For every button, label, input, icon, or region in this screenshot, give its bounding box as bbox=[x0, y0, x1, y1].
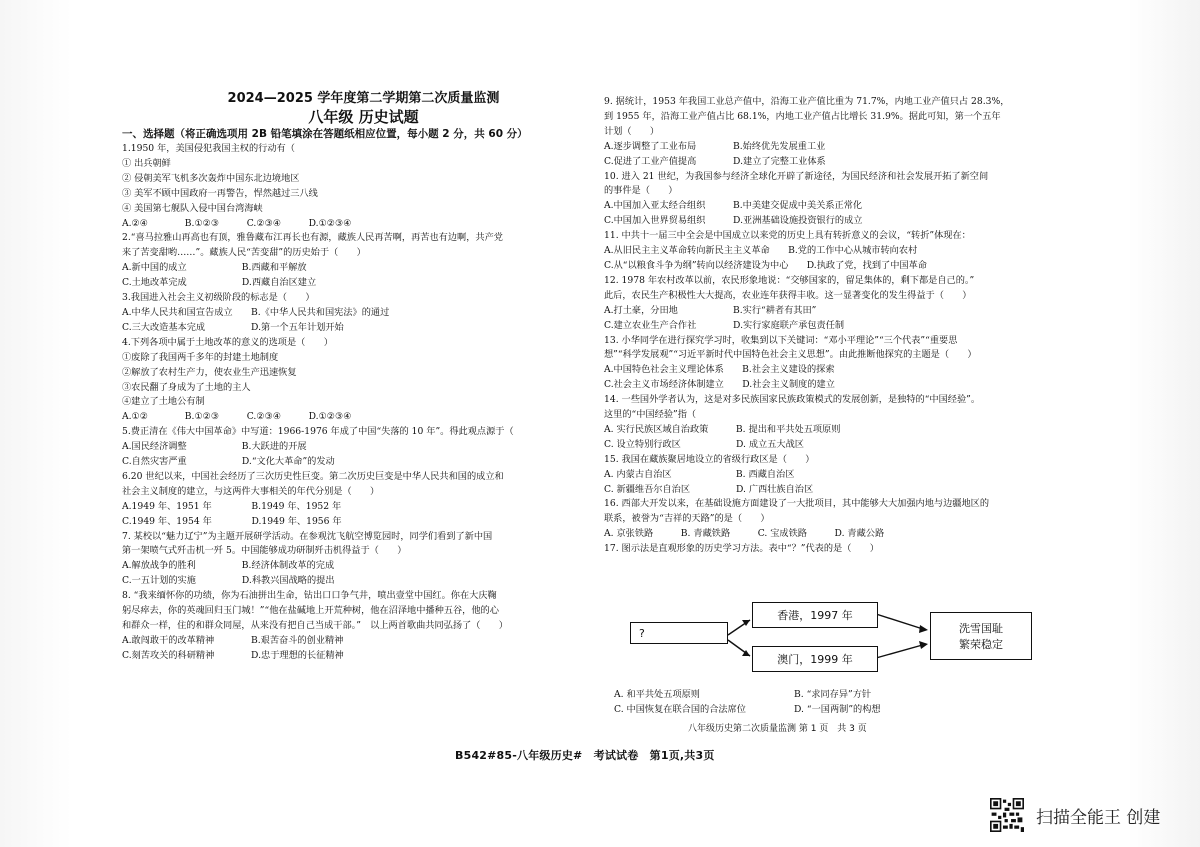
right-line: 14. 一些国外学者认为，这是对多民族国家民族政策模式的发展创新，是独特的“中国经验”。 bbox=[604, 394, 981, 406]
right-line: 17. 图示法是直观形象的历史学习方法。表中“？”代表的是（ ） bbox=[604, 543, 879, 555]
right-line: C.社会主义市场经济体制建立 D.社会主义制度的建立 bbox=[604, 379, 835, 391]
q17-diagram bbox=[628, 600, 1048, 680]
right-line: 想”“科学发展观”“习近平新时代中国特色社会主义思想”。由此推断他探究的主题是（ ） bbox=[604, 349, 977, 361]
left-line: 社会主义制度的建立，与这两件大事相关的年代分别是（ ） bbox=[122, 485, 380, 497]
q17-option-a: A. 和平共处五项原则 bbox=[614, 689, 700, 700]
right-line: 9. 据统计，1953 年我国工业总产值中，沿海工业产值比重为 71.7%，内地工业产值只占 28.3%， bbox=[604, 96, 1010, 107]
right-line: 这里的“中国经验”指（ bbox=[604, 409, 697, 421]
right-line: 到 1955 年，沿海工业产值占比 68.1%，内地工业产值占比增长 31.9%。据此可知，第一个五年 bbox=[604, 110, 1001, 122]
left-line: A.中华人民共和国宣告成立 B.《中华人民共和国宪法》的通过 bbox=[122, 306, 390, 318]
left-line: 来了苦变甜哟……”。藏族人民“苦变甜”的历史始于（ ） bbox=[122, 247, 366, 259]
right-line: 联系，被誉为“吉祥的天路”的是（ ） bbox=[604, 513, 770, 525]
result-line-1: 洗雪国耻 bbox=[959, 622, 1003, 635]
exam-title: 2024—2025 学年度第二学期第二次质量监测 bbox=[227, 91, 500, 106]
right-question-list bbox=[604, 95, 1039, 557]
right-line: 10. 进入 21 世纪，为我国参与经济全球化开辟了新途径，为国民经济和社会发展开拓了新空间 bbox=[604, 170, 989, 182]
right-line: 13. 小华同学在进行探究学习时，收集到以下关键词：“邓小平理论”“三个代表”“重要思 bbox=[604, 334, 958, 346]
q17-option-c: C. 中国恢复在联合国的合法席位 bbox=[614, 703, 746, 715]
left-line: 7. 某校以“魅力辽宁”为主题开展研学活动。在参观沈飞航空博览园时，同学们看到了新中国 bbox=[122, 530, 493, 542]
left-line: 第一架喷气式歼击机一歼 5。中国能够成功研制歼击机得益于（ ） bbox=[122, 545, 407, 557]
q17-option-d: D. “一国两制”的构想 bbox=[794, 703, 881, 715]
right-line: 的事件是（ ） bbox=[604, 185, 678, 197]
left-line: A.解放战争的胜利 B.经济体制改革的完成 bbox=[122, 560, 335, 572]
left-line: 和群众一样，住的和群众同屋，从来没有把自己当成干部。” 以上两首歌曲共同弘扬了（ ） bbox=[122, 620, 508, 631]
left-line: A.①② B.①②③ C.②③④ D.①②③④ bbox=[122, 411, 352, 423]
left-line: ③农民翻了身成为了土地的主人 bbox=[122, 381, 251, 393]
right-line: C.建立农业生产合作社 D.实行家庭联产承包责任制 bbox=[604, 319, 845, 331]
right-line: A.逐步调整了工业布局 B.始终优先发展重工业 bbox=[604, 140, 826, 152]
left-line: 8. “我来缅怀你的功绩，你为石油拼出生命，钻出口口争气井，喷出壹堂中国红。你在大庆鞠 bbox=[122, 590, 497, 602]
left-line: A.敢闯敢干的改革精神 B.艰苦奋斗的创业精神 bbox=[122, 634, 344, 646]
left-line: C.三大改造基本完成 D.第一个五年计划开始 bbox=[122, 321, 344, 333]
left-line: ①废除了我国两千多年的封建土地制度 bbox=[122, 351, 279, 363]
right-column bbox=[604, 95, 1039, 557]
macau-box: 澳门，1999 年 bbox=[752, 646, 878, 672]
hongkong-box: 香港，1997 年 bbox=[752, 602, 878, 628]
left-line: 3.我国进入社会主义初级阶段的标志是（ ） bbox=[122, 292, 315, 304]
left-line: ④建立了土地公有制 bbox=[122, 396, 205, 408]
left-line: A.新中国的成立 B.西藏和平解放 bbox=[122, 262, 307, 274]
left-line: C.一五计划的实施 D.科教兴国战略的提出 bbox=[122, 575, 335, 587]
left-line: A.②④ B.①②③ C.②③④ D.①②③④ bbox=[122, 217, 352, 229]
result-box bbox=[930, 612, 1032, 660]
right-line: A.中国加入亚太经合组织 B.中美建交促成中美关系正常化 bbox=[604, 200, 863, 212]
question-mark-box: ? bbox=[630, 622, 728, 644]
left-line: 2.“喜马拉雅山再高也有顶，雅鲁藏布江再长也有源，藏族人民再苦啊，再苦也有边啊，共产党 bbox=[122, 232, 503, 244]
q17-option-b: B. “求同存异”方针 bbox=[794, 689, 872, 700]
left-line: A.1949 年、1951 年 B.1949 年、1952 年 bbox=[122, 500, 342, 512]
right-line: 16. 西部大开发以来，在基础设施方面建设了一大批项目，其中能够大大加强内地与边疆地区的 bbox=[604, 498, 990, 510]
right-line: C.中国加入世界贸易组织 D.亚洲基础设施投资银行的成立 bbox=[604, 215, 863, 227]
right-line: C. 新疆维吾尔自治区 D. 广西壮族自治区 bbox=[604, 483, 814, 495]
left-line: ① 出兵朝鲜 bbox=[122, 157, 171, 169]
right-line: A. 实行民族区域自治政策 B. 提出和平共处五项原则 bbox=[604, 423, 841, 435]
left-line: ②解放了农村生产力，使农业生产迅速恢复 bbox=[122, 366, 297, 378]
right-line: C.促进了工业产值提高 D.建立了完整工业体系 bbox=[604, 155, 826, 167]
right-line: 计划（ ） bbox=[604, 125, 660, 137]
right-line: 此后，农民生产积极性大大提高，农业连年获得丰收。这一显著变化的发生得益于（ ） bbox=[604, 289, 972, 301]
section-heading: 一、选择题（将正确选项用 2B 铅笔填涂在答题纸相应位置，每小题 2 分，共 60 分） bbox=[122, 128, 528, 140]
left-line: C.土地改革完成 D.西藏自治区建立 bbox=[122, 277, 317, 289]
exam-subtitle: 八年级 历史试题 bbox=[308, 108, 419, 126]
right-line: A.打土豪，分田地 B.实行“耕者有其田” bbox=[604, 304, 817, 316]
left-line: 1.1950 年，美国侵犯我国主权的行动有（ bbox=[122, 143, 295, 154]
result-line-2: 繁荣稳定 bbox=[959, 638, 1003, 651]
right-line: 12. 1978 年农村改革以前，农民形象地说：“交够国家的，留足集体的，剩下都是自己的。” bbox=[604, 274, 975, 286]
left-line: 4.下列各项中属于土地改革的意义的选项是（ ） bbox=[122, 336, 333, 348]
right-line: A.中国特色社会主义理论体系 B.社会主义建设的探索 bbox=[604, 364, 835, 376]
left-line: C.1949 年、1954 年 D.1949 年、1956 年 bbox=[122, 515, 342, 527]
left-line: ② 侵朝美军飞机多次轰炸中国东北边境地区 bbox=[122, 172, 300, 184]
left-line: ④ 美国第七舰队入侵中国台湾海峡 bbox=[122, 202, 263, 214]
right-line: A. 内蒙古自治区 B. 西藏自治区 bbox=[604, 468, 795, 480]
left-column bbox=[122, 90, 577, 664]
left-line: C.自然灾害严重 D.“文化大革命”的发动 bbox=[122, 456, 335, 468]
right-line: C. 设立特别行政区 D. 成立五大战区 bbox=[604, 438, 804, 450]
right-line: 11. 中共十一届三中全会是中国成立以来党的历史上具有转折意义的会议，“转折”体现在： bbox=[604, 230, 971, 242]
left-line: 躬尽瘁去，你的英魂回归玉门城！”“他在盐碱地上开荒种树，他在沼泽地中播种五谷，他的心 bbox=[122, 605, 499, 617]
left-line: C.刻苦攻关的科研精神 D.忠于理想的长征精神 bbox=[122, 649, 344, 661]
right-line: A.从旧民主主义革命转向新民主主义革命 B.党的工作中心从城市转向农村 bbox=[604, 245, 918, 257]
right-line: 15. 我国在藏族聚居地设立的省级行政区是（ ） bbox=[604, 453, 815, 465]
page-note: 八年级历史第二次质量监测 第 1 页 共 3 页 bbox=[688, 724, 867, 734]
barcode-line: B542#85-八年级历史# 考试试卷 第1页,共3页 bbox=[455, 749, 715, 762]
right-line: C.从“以粮食斗争为纲”转向以经济建设为中心 D.执政了党，找到了中国革命 bbox=[604, 259, 927, 271]
left-line: 6.20 世纪以来，中国社会经历了三次历史性巨变。第二次历史巨变是中华人民共和国的成立和 bbox=[122, 470, 504, 482]
left-question-list bbox=[122, 142, 577, 664]
left-line: 5.费正清在《伟大中国革命》中写道：1966-1976 年成了中国“失落的 10 年”。得此观点源于（ bbox=[122, 426, 514, 438]
q17-options bbox=[614, 688, 1034, 718]
left-line: A.国民经济调整 B.大跃进的开展 bbox=[122, 441, 307, 453]
left-line: ③ 美军不顾中国政府一再警告，悍然越过三八线 bbox=[122, 187, 318, 199]
right-line: A. 京张铁路 B. 青藏铁路 C. 宝成铁路 D. 青藏公路 bbox=[604, 528, 885, 540]
scanner-watermark: 扫描全能王 创建 bbox=[1036, 808, 1161, 828]
qr-code-icon bbox=[990, 798, 1024, 832]
